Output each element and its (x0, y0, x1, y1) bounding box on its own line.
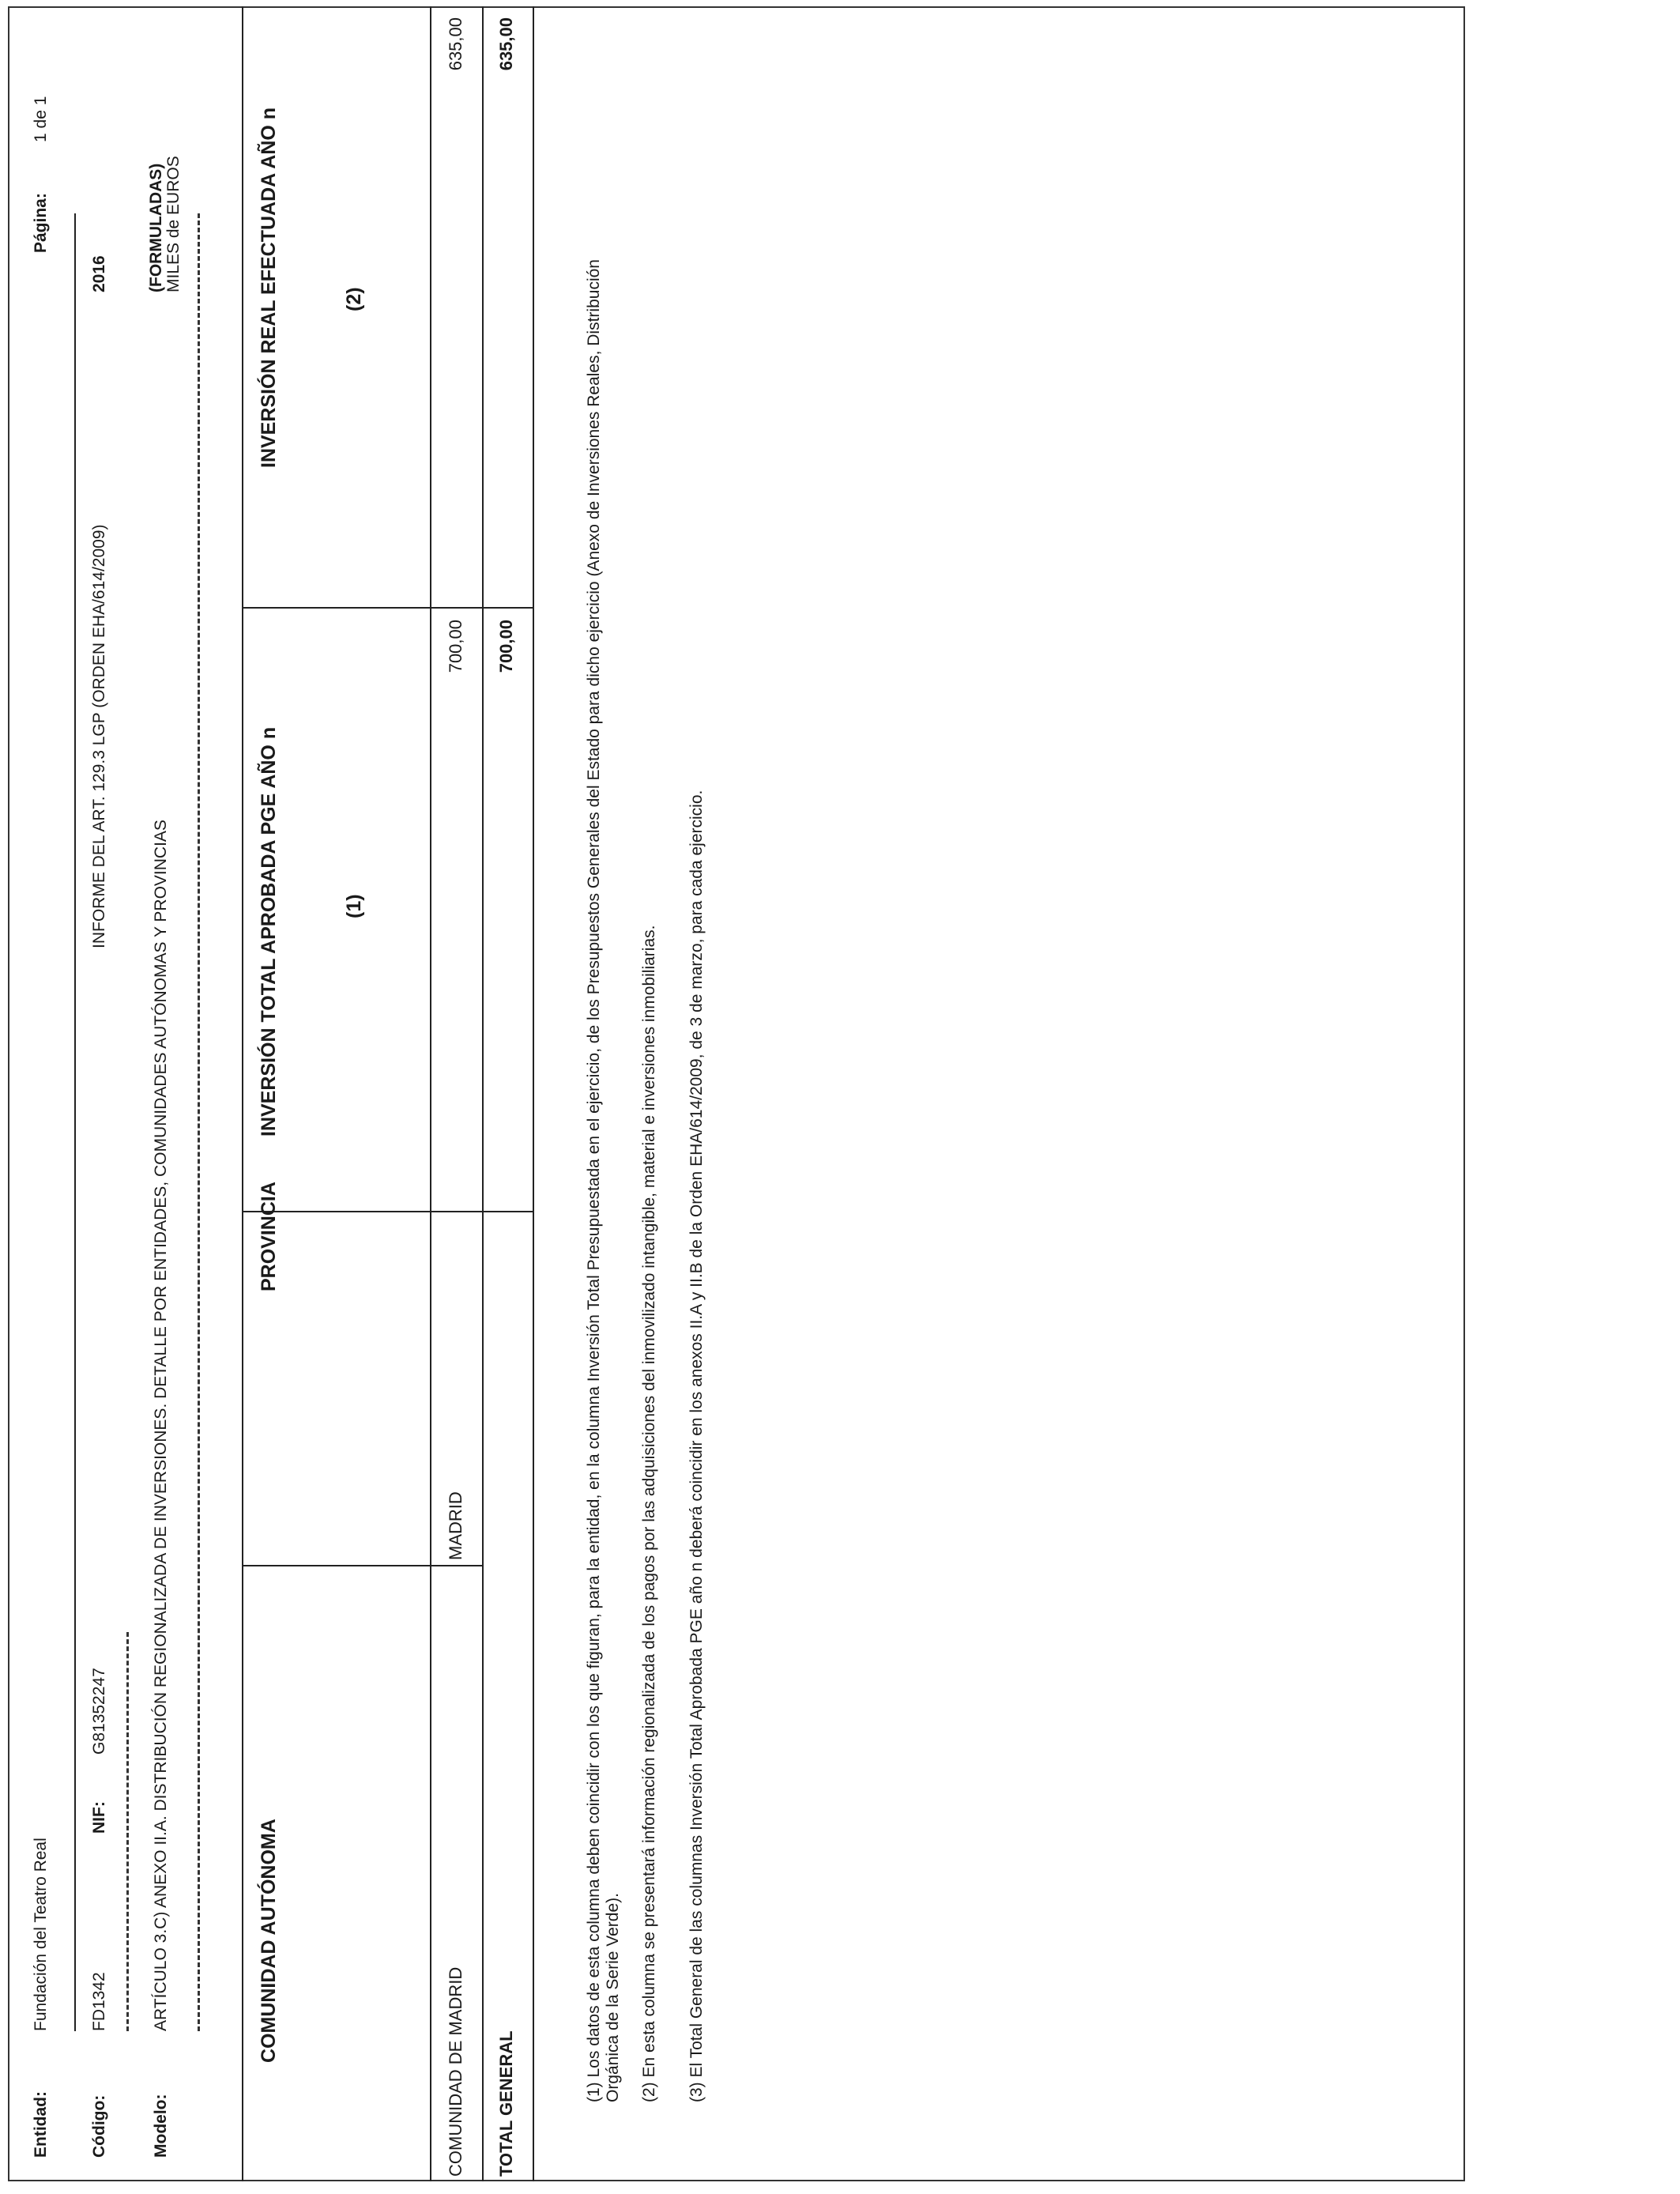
col-header-provincia: PROVINCIA (258, 1182, 280, 1291)
report-title: INFORME DEL ART. 129.3 LGP (ORDEN EHA/614/2009) (90, 524, 108, 948)
col-note-aprobada: (1) (343, 894, 365, 918)
modelo-label: Modelo: (152, 2094, 170, 2158)
row-aprobada: 700,00 (446, 620, 465, 673)
status-value: (FORMULADAS) (147, 163, 165, 292)
table-top-rule (242, 6, 243, 2181)
modelo-dashed-rule (198, 213, 200, 2031)
nif-label: NIF: (90, 1801, 108, 1834)
year-value: 2016 (90, 255, 108, 292)
modelo-value: ARTÍCULO 3.C) ANEXO II.A. DISTRIBUCIÓN REGIONALIZADA DE INVERSIONES. DETALLE POR ENTIDADES, COMUNIDADES AUTÓNOMAS Y PROVINCIAS (152, 820, 170, 2031)
header-bottom-rule (430, 6, 431, 2181)
entidad-underline (74, 213, 76, 2031)
total-label: TOTAL GENERAL (496, 2030, 516, 2177)
col-note-efectuada: (2) (343, 287, 365, 311)
rotated-document (8, 6, 1465, 2181)
col-divider-1 (242, 1565, 482, 1566)
footnote-3: (3) El Total General de las columnas Inversión Total Aprobada PGE año n deberá coincidir en los anexos II.A y II.B de la Orden EHA/614/2009, de 3 de marzo, para cada ejercicio. (687, 790, 706, 2102)
row-provincia: MADRID (446, 1491, 465, 1560)
footnote-1: (1) Los datos de esta columna deben coincidir con los que figuran, para la entidad, en la columna Inversión Total Presupuestada en el ejercicio, de los Presupuestos Generales del Estado para dicho ejercicio (Anexo de Inversiones Reales, Distribución Orgánica de la Serie Verde). (585, 259, 622, 2102)
total-aprobada: 700,00 (496, 620, 516, 673)
col-header-comunidad: COMUNIDAD AUTÓNOMA (258, 1819, 280, 2063)
row-comunidad: COMUNIDAD DE MADRID (446, 1966, 465, 2177)
col-divider-2 (242, 1211, 533, 1212)
total-efectuada: 635,00 (496, 17, 516, 71)
entidad-value: Fundación del Teatro Real (32, 1838, 50, 2031)
col-header-efectuada: INVERSIÓN REAL EFECTUADA AÑO n (258, 107, 280, 468)
footnote-2: (2) En esta columna se presentará información regionalizada de los pagos por las adquisiciones del inmovilizado intangible, material e inversiones inmobiliarias. (640, 925, 658, 2102)
row-efectuada: 635,00 (446, 17, 465, 71)
col-header-aprobada: INVERSIÓN TOTAL APROBADA PGE AÑO n (258, 726, 280, 1137)
codigo-value: FD1342 (90, 1972, 108, 2031)
units-value: MILES de EUROS (164, 156, 183, 292)
pagina-label: Página: (32, 193, 50, 253)
pagina-value: 1 de 1 (32, 96, 50, 142)
nif-value: G81352247 (90, 1668, 108, 1755)
col-divider-3 (242, 607, 533, 609)
codigo-dashed-rule (126, 1632, 129, 2031)
codigo-label: Código: (90, 2094, 108, 2158)
entidad-label: Entidad: (32, 2091, 50, 2158)
total-bottom-rule (533, 6, 534, 2181)
row-bottom-rule (482, 6, 484, 2181)
